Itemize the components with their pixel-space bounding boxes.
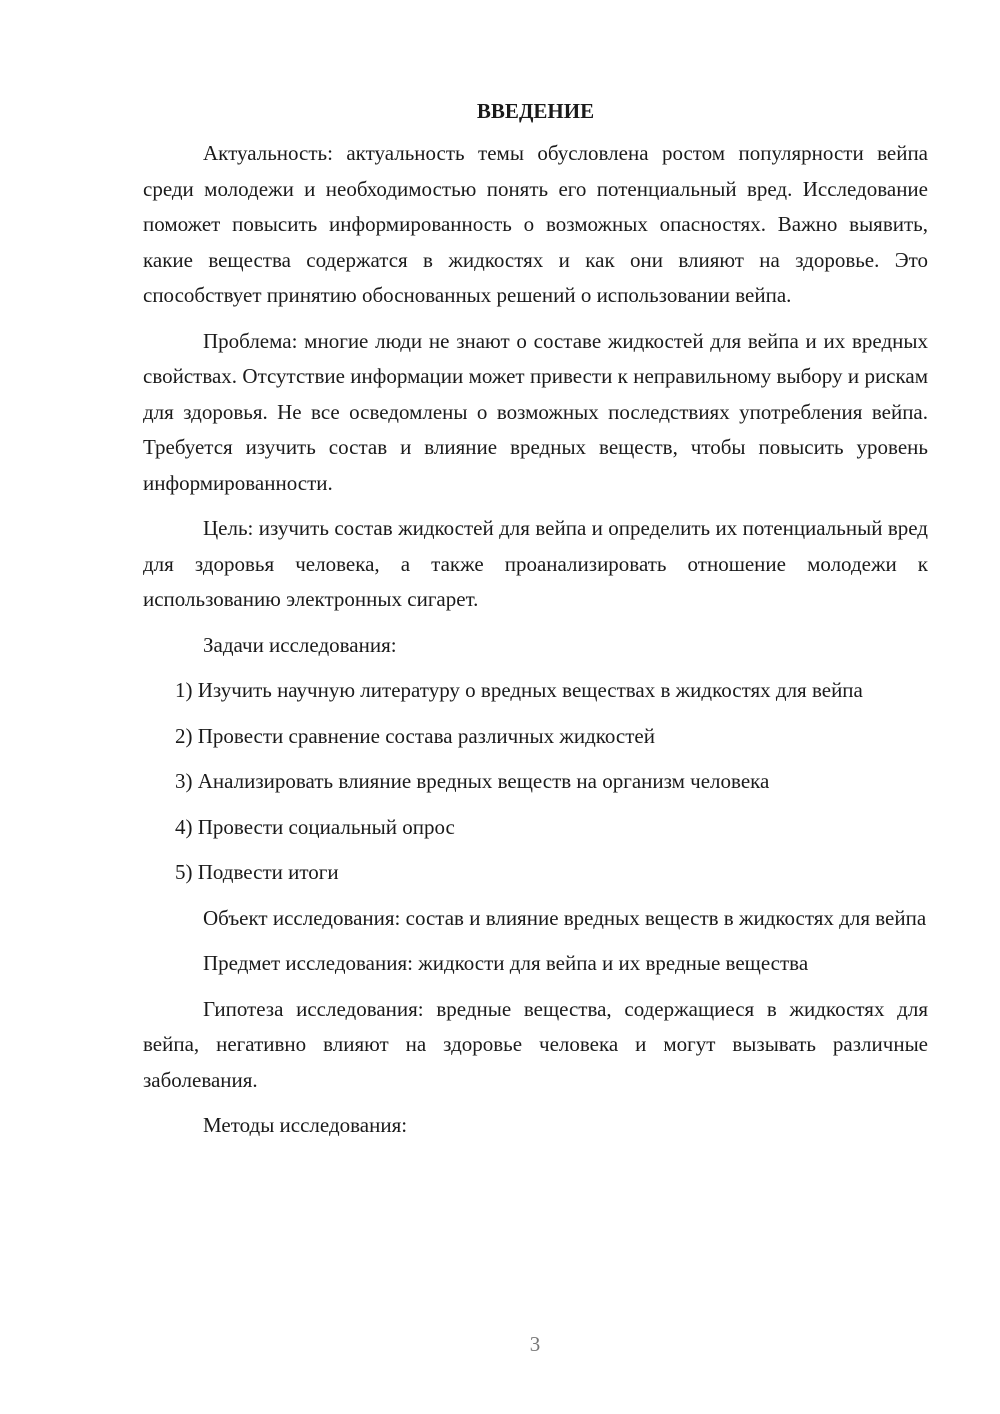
- relevance-paragraph: Актуальность: актуальность темы обусловлена ростом популярности вейпа среди молодежи и необходимостью понять его потенциальный вред. Исследование поможет повысить информированность о возможных опасностях. Важно выявить, какие вещества содержатся в жидкостях и как они влияют на здоровье. Это способствует принятию обоснованных решений о использовании вейпа.: [143, 141, 928, 307]
- methods-heading: Методы исследования:: [203, 1113, 408, 1137]
- problem-paragraph: Проблема: многие люди не знают о составе жидкостей для вейпа и их вредных свойствах. Отсутствие информации может привести к неправильному выбору и рискам для здоровья. Не все осведомлены о возможных последствиях употребления вейпа. Требуется изучить состав и влияние вредных веществ, чтобы повысить уровень информированности.: [143, 328, 928, 495]
- task-item-5: 5) Подвести итоги: [175, 860, 339, 884]
- goal-paragraph: Цель: изучить состав жидкостей для вейпа и определить их потенциальный вред для здоровья человека, а также проанализировать отношение молодежи к использованию электронных сигарет.: [143, 516, 928, 611]
- page-title: ВВЕДЕНИЕ: [476, 99, 595, 123]
- tasks-heading: Задачи исследования:: [203, 632, 397, 657]
- task-item-4: 4) Провести социальный опрос: [175, 814, 455, 839]
- object-paragraph: Объект исследования: состав и влияние вредных веществ в жидкостях для вейпа: [203, 905, 927, 930]
- subject-paragraph: Предмет исследования: жидкости для вейпа и их вредные вещества: [203, 951, 809, 975]
- task-item-1: 1) Изучить научную литературу о вредных веществах в жидкостях для вейпа: [175, 678, 863, 702]
- hypothesis-paragraph: Гипотеза исследования: вредные вещества, содержащиеся в жидкостях для вейпа, негативно влияют на здоровье человека и могут вызывать различные заболевания.: [143, 996, 928, 1092]
- page-number: 3: [529, 1332, 541, 1356]
- task-item-2: 2) Провести сравнение состава различных жидкостей: [175, 723, 655, 748]
- task-item-3: 3) Анализировать влияние вредных веществ на организм человека: [175, 769, 770, 793]
- page-content: [143, 96, 928, 1154]
